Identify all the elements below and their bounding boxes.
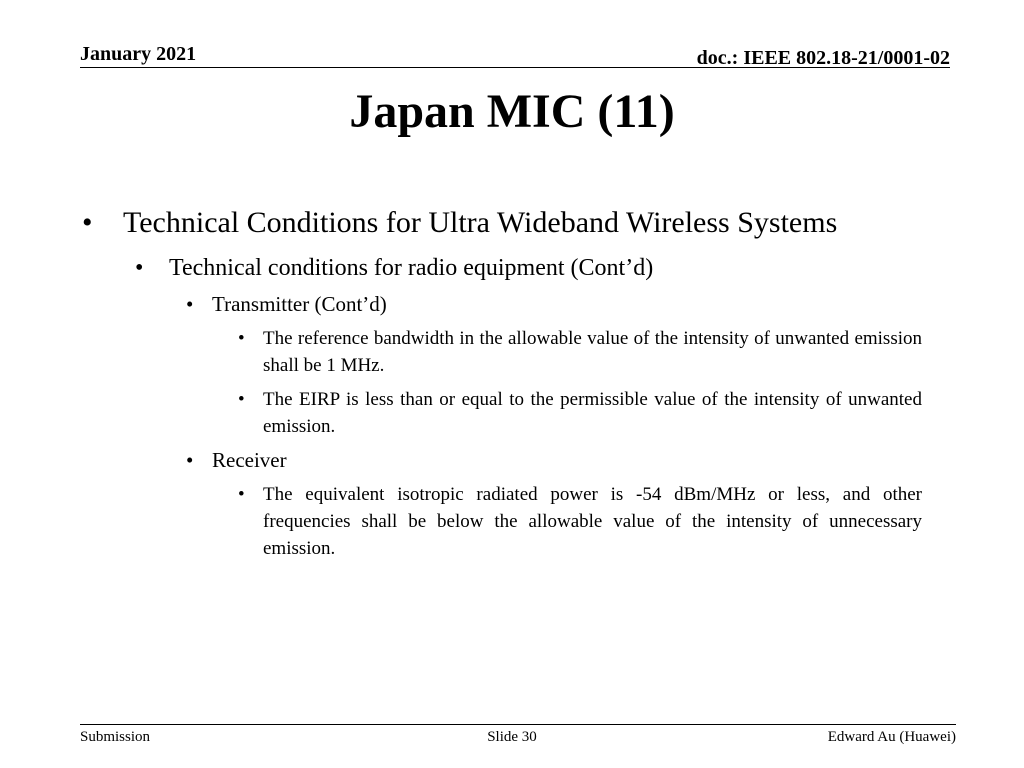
bullet-level-3 <box>82 446 922 474</box>
bullet-text: Receiver <box>212 448 287 472</box>
bullet-text: The reference bandwidth in the allowable value of the intensity of unwanted emission shall be 1 MHz. <box>263 328 922 376</box>
bullet-text: Technical Conditions for Ultra Wideband Wireless Systems <box>123 206 838 239</box>
slide-title: Japan MIC (11) <box>349 85 675 138</box>
bullet-text: The equivalent isotropic radiated power is -54 dBm/MHz or less, and other frequencies shall be below the allowable value of the intensity of unnecessary emission. <box>263 484 922 559</box>
header-date: January 2021 <box>80 43 197 65</box>
bullet-text: Technical conditions for radio equipment (Cont’d) <box>169 255 654 281</box>
bullet-level-4 <box>82 325 922 379</box>
bullet-level-4 <box>82 386 922 440</box>
footer-slide-number: Slide 30 <box>487 729 537 745</box>
bullet-dot-icon: • <box>238 389 245 410</box>
footer-submission: Submission <box>80 729 151 745</box>
bullet-dot-icon: • <box>238 484 245 505</box>
bullet-dot-icon: • <box>135 255 144 281</box>
bullet-dot-icon: • <box>82 206 93 239</box>
bullet-level-3 <box>82 290 922 318</box>
footer-author: Edward Au (Huawei) <box>827 729 956 745</box>
bullet-text: Transmitter (Cont’d) <box>212 292 387 316</box>
bullet-dot-icon: • <box>186 448 194 472</box>
bullet-text: The EIRP is less than or equal to the permissible value of the intensity of unwanted emission. <box>263 389 922 437</box>
header-doc-id: doc.: IEEE 802.18-21/0001-02 <box>696 47 950 69</box>
footer-divider <box>80 724 956 725</box>
slide-body <box>82 202 922 562</box>
bullet-level-1 <box>82 202 922 244</box>
bullet-level-4 <box>82 481 922 562</box>
bullet-dot-icon: • <box>238 328 245 349</box>
bullet-dot-icon: • <box>186 292 194 316</box>
bullet-level-2 <box>82 252 922 284</box>
header-divider <box>80 67 950 68</box>
